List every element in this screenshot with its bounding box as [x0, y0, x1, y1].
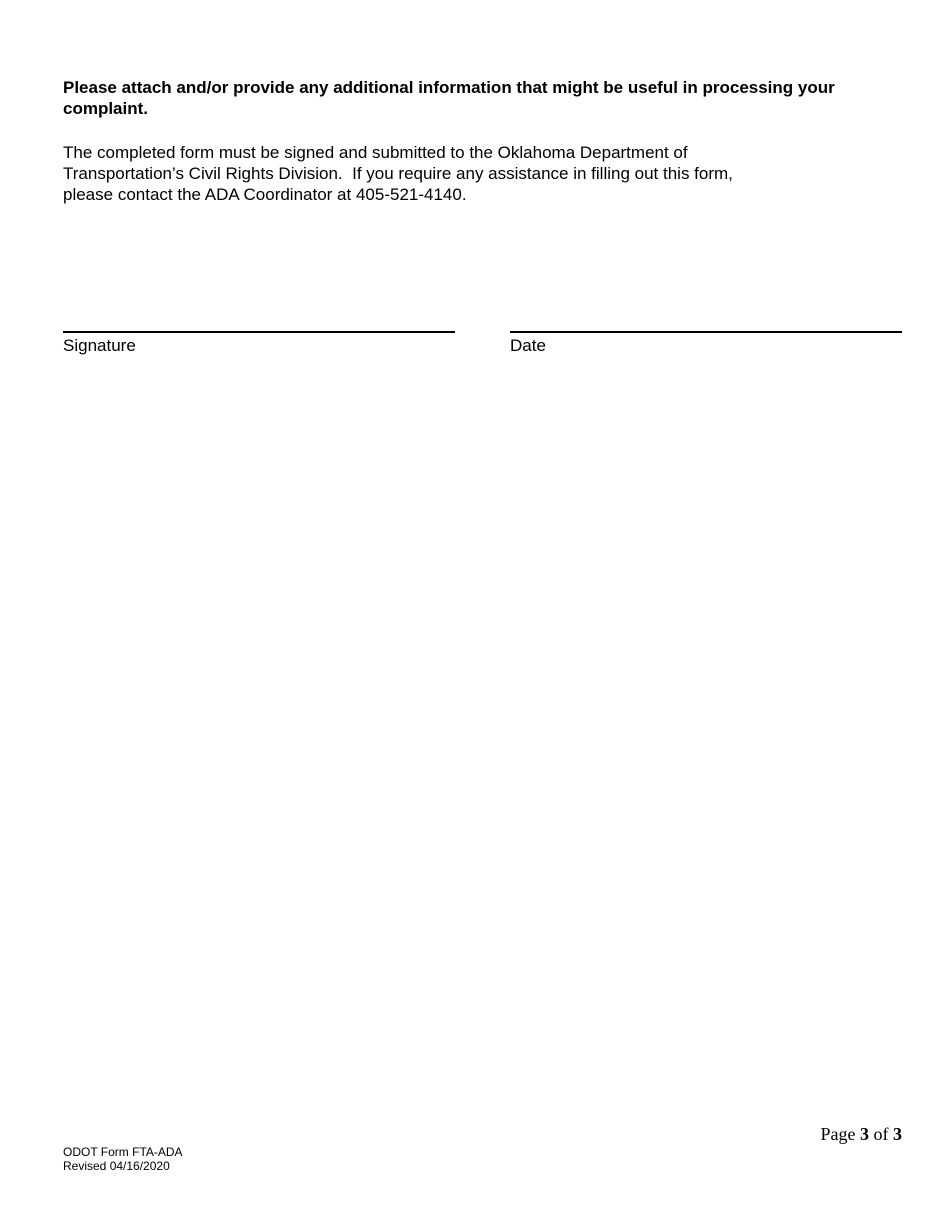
page-number	[821, 1123, 903, 1145]
date-line[interactable]	[510, 331, 902, 333]
page-total: 3	[893, 1124, 902, 1144]
signature-line[interactable]	[63, 331, 455, 333]
page-word: Page	[820, 1124, 856, 1144]
page-of: of	[873, 1124, 889, 1144]
signature-label: Signature	[63, 336, 136, 355]
revision-date: Revised 04/16/2020	[63, 1159, 170, 1173]
body-line: The completed form must be signed and submitted to the Oklahoma Department of	[63, 143, 688, 162]
body-line: Transportation’s Civil Rights Division. If you require any assistance in filling out this form,	[63, 164, 733, 183]
body-line: please contact the ADA Coordinator at 405-521-4140.	[63, 185, 467, 204]
form-name: ODOT Form FTA-ADA	[63, 1145, 183, 1159]
attachment-instruction: Please attach and/or provide any additional information that might be useful in processing your complaint.	[63, 78, 835, 118]
submission-instructions	[63, 142, 863, 205]
page-current: 3	[860, 1124, 869, 1144]
date-label: Date	[510, 336, 546, 355]
form-identifier	[63, 1145, 183, 1173]
